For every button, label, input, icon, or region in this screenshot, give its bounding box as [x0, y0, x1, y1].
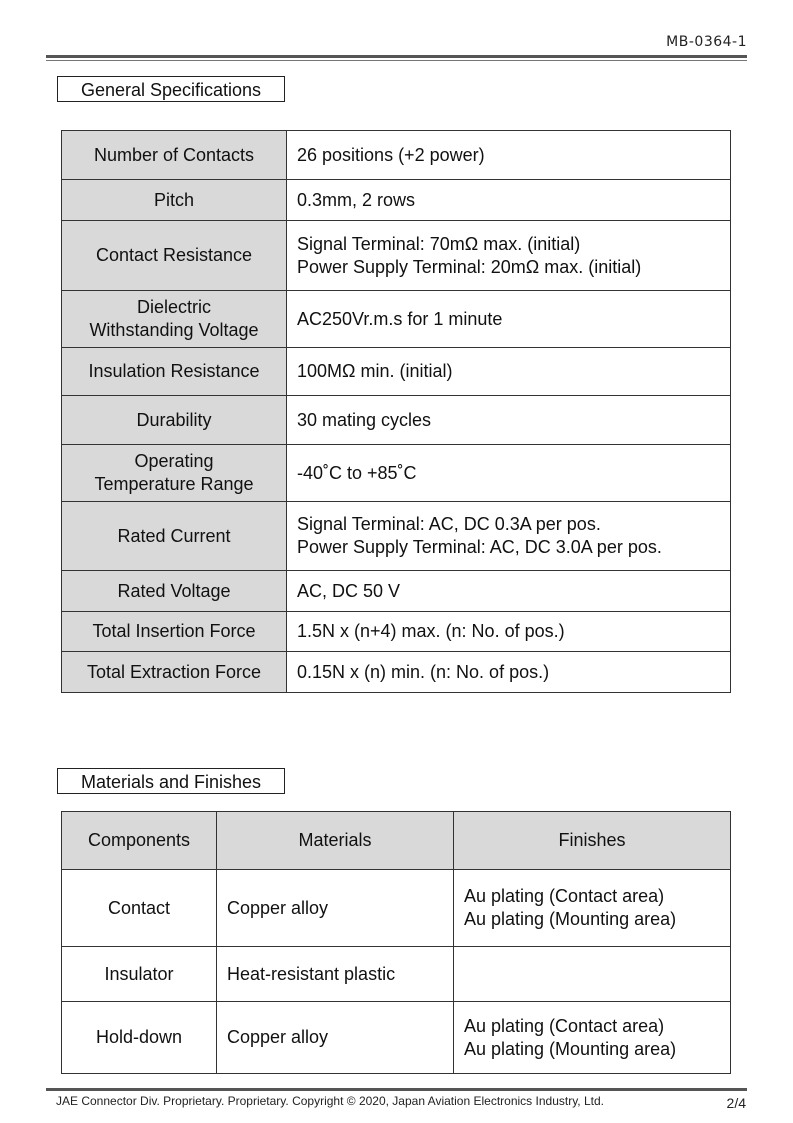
general-specifications-table	[61, 130, 731, 693]
finish-line: Au plating (Mounting area)	[464, 909, 677, 929]
spec-label	[62, 502, 287, 571]
spec-label	[62, 445, 287, 502]
spec-value	[287, 180, 731, 221]
spec-value-line: AC, DC 50 V	[297, 580, 401, 601]
finish-line: Au plating (Contact area)	[464, 1015, 665, 1036]
material-cell: Heat-resistant plastic	[217, 947, 454, 1002]
table-row	[62, 291, 731, 348]
spec-label-line: Total Extraction Force	[86, 661, 262, 682]
materials-finishes-table	[61, 811, 731, 1074]
footer-copyright: JAE Connector Div. Proprietary. Proprietary. Copyright © 2020, Japan Aviation Electronics Industry, Ltd.	[56, 1094, 604, 1108]
spec-label-line: Contact Resistance	[95, 245, 253, 265]
spec-label-line: Withstanding Voltage	[89, 320, 259, 340]
table-row	[62, 571, 731, 612]
materials-finishes-title: Materials and Finishes	[57, 768, 285, 794]
table-row	[62, 1002, 731, 1074]
spec-value	[287, 348, 731, 396]
table-header-row	[62, 812, 731, 870]
page-number: 2/4	[726, 1095, 746, 1111]
table-row	[62, 870, 731, 947]
spec-label-line: Insulation Resistance	[88, 361, 260, 381]
material-cell: Copper alloy	[217, 870, 454, 947]
spec-label	[62, 221, 287, 291]
spec-label	[62, 131, 287, 180]
spec-label-line: Total Insertion Force	[92, 621, 256, 641]
spec-value-line: 0.15N x (n) min. (n: No. of pos.)	[297, 661, 550, 682]
finishes-cell	[454, 947, 731, 1002]
spec-label-line: Temperature Range	[94, 474, 254, 494]
spec-value-line: 30 mating cycles	[297, 409, 432, 430]
spec-label	[62, 652, 287, 693]
spec-label-line: Durability	[136, 409, 212, 430]
table-row	[62, 612, 731, 652]
component-cell: Contact	[62, 870, 217, 947]
spec-value-line: Signal Terminal: AC, DC 0.3A per pos.	[297, 514, 601, 534]
spec-label	[62, 612, 287, 652]
spec-label-line: Dielectric	[136, 297, 211, 317]
footer-rule	[46, 1088, 747, 1091]
table-row	[62, 221, 731, 291]
spec-label-line: Pitch	[153, 189, 195, 210]
spec-label	[62, 396, 287, 445]
table-row	[62, 180, 731, 221]
finish-line: Au plating (Contact area)	[464, 886, 665, 906]
spec-label	[62, 291, 287, 348]
spec-value	[287, 221, 731, 291]
spec-value	[287, 445, 731, 502]
spec-label-line: Rated Current	[117, 525, 231, 546]
spec-value	[287, 502, 731, 571]
spec-value-line: Power Supply Terminal: AC, DC 3.0A per pos.	[297, 537, 662, 557]
general-specifications-title: General Specifications	[57, 76, 285, 102]
column-header-finishes: Finishes	[454, 812, 731, 870]
spec-label	[62, 571, 287, 612]
spec-label-line: Operating	[134, 451, 214, 471]
spec-value-line: Power Supply Terminal: 20mΩ max. (initial)	[297, 256, 642, 277]
spec-label	[62, 180, 287, 221]
spec-value	[287, 571, 731, 612]
finish-line: Au plating (Mounting area)	[464, 1038, 677, 1059]
spec-label-line: Rated Voltage	[117, 580, 231, 601]
material-cell: Copper alloy	[217, 1002, 454, 1074]
spec-value	[287, 291, 731, 348]
table-row	[62, 502, 731, 571]
spec-value	[287, 652, 731, 693]
table-row	[62, 396, 731, 445]
table-row	[62, 348, 731, 396]
column-header-components: Components	[62, 812, 217, 870]
spec-value-line: 26 positions (+2 power)	[297, 144, 485, 165]
spec-value-line: 100MΩ min. (initial)	[297, 361, 453, 381]
spec-value-line: Signal Terminal: 70mΩ max. (initial)	[297, 233, 581, 254]
header-rule-thin	[46, 60, 747, 61]
component-cell: Insulator	[62, 947, 217, 1002]
header-rule	[46, 55, 747, 58]
spec-value-line: 1.5N x (n+4) max. (n: No. of pos.)	[297, 621, 565, 641]
spec-value	[287, 396, 731, 445]
table-row	[62, 131, 731, 180]
finishes-cell	[454, 1002, 731, 1074]
spec-value-line: -40˚C to +85˚C	[297, 462, 417, 483]
spec-value-line: AC250Vr.m.s for 1 minute	[297, 308, 503, 329]
document-id: MB-0364-1	[666, 34, 747, 50]
spec-value	[287, 131, 731, 180]
spec-label	[62, 348, 287, 396]
table-row	[62, 445, 731, 502]
column-header-materials: Materials	[217, 812, 454, 870]
table-row	[62, 652, 731, 693]
spec-value-line: 0.3mm, 2 rows	[297, 189, 416, 210]
component-cell: Hold-down	[62, 1002, 217, 1074]
spec-value	[287, 612, 731, 652]
table-row	[62, 947, 731, 1002]
spec-label-line: Number of Contacts	[93, 144, 255, 165]
finishes-cell	[454, 870, 731, 947]
